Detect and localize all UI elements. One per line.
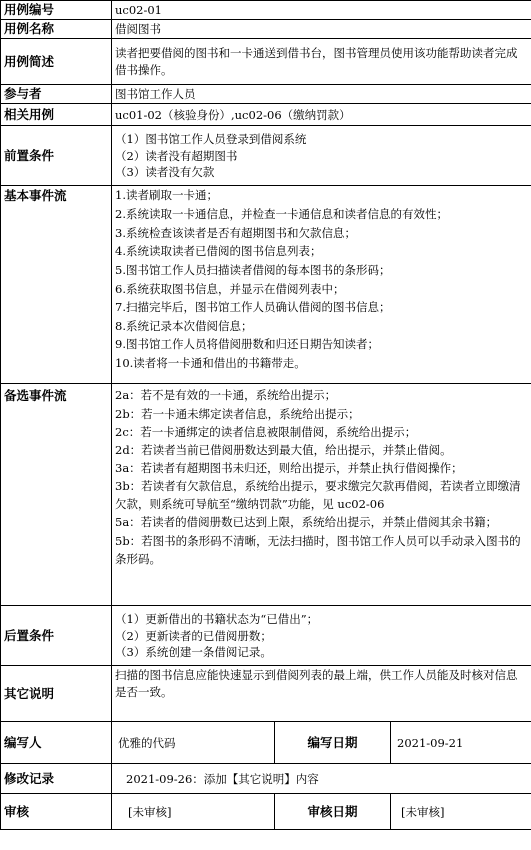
row-related (1, 104, 531, 126)
precondition-item: （3）读者没有欠款 (115, 165, 215, 180)
label-actor: 参与者 (1, 85, 112, 104)
label-preconditions: 前置条件 (1, 126, 112, 186)
row-review (1, 794, 531, 830)
value-use-case-id: uc02-01 (112, 1, 531, 20)
row-postconditions (1, 606, 531, 666)
value-actor: 图书馆工作人员 (112, 85, 531, 104)
basic-flow-step: 10.读者将一卡通和借出的书籍带走。 (115, 356, 306, 370)
alternative-flow-item: 2d：若读者当前已借阅册数达到最大值，给出提示，并禁止借阅。 (115, 442, 452, 457)
basic-flow-step: 2.系统读取一卡通信息，并检查一卡通信息和读者信息的有效性； (115, 207, 448, 221)
value-alternative-flow (112, 384, 531, 606)
postcondition-item: （2）更新读者的已借阅册数； (115, 628, 272, 643)
label-review: 审核 (1, 794, 112, 830)
row-alternative-flow (1, 384, 531, 606)
value-postconditions (112, 606, 531, 666)
alternative-flow-item: 5b：若图书的条形码不清晰，无法扫描时，图书馆工作人员可以手动录入图书的条形码。 (115, 533, 521, 566)
basic-flow-step: 3.系统检查该读者是否有超期图书和欠款信息； (115, 225, 356, 240)
alternative-flow-item: 3a：若读者有超期图书未归还，则给出提示，并禁止执行借阅操作； (115, 461, 463, 475)
value-basic-flow (112, 186, 531, 384)
value-description: 读者把要借阅的图书和一卡通送到借书台，图书管理员使用该功能帮助读者完成借书操作。 (112, 39, 531, 85)
postcondition-item: （3）系统创建一条借阅记录。 (115, 645, 272, 660)
label-related-use-cases: 相关用例 (1, 104, 112, 126)
row-author (1, 722, 531, 764)
basic-flow-step: 6.系统获取图书信息，并显示在借阅列表中； (115, 281, 345, 296)
label-use-case-id: 用例编号 (1, 1, 112, 20)
label-review-date: 审核日期 (275, 794, 391, 830)
value-author: 优雅的代码 (112, 722, 275, 764)
value-review-date: [未审核] (391, 794, 531, 830)
value-date: 2021-09-21 (391, 722, 531, 764)
basic-flow-step: 1.读者刷取一卡通； (115, 188, 218, 203)
alternative-flow-item: 5a：若读者的借阅册数已达到上限，系统给出提示，并禁止借阅其余书籍； (115, 515, 498, 530)
value-revisions: 2021-09-26：添加【其它说明】内容 (112, 764, 531, 794)
row-name (1, 20, 531, 39)
row-other-notes (1, 666, 531, 722)
value-review: [未审核] (112, 794, 275, 830)
row-preconditions (1, 126, 531, 186)
row-description (1, 39, 531, 85)
basic-flow-step: 8.系统记录本次借阅信息； (115, 318, 253, 333)
alternative-flow-item: 2a：若不是有效的一卡通，系统给出提示； (115, 388, 337, 403)
basic-flow-step: 5.图书馆工作人员扫描读者借阅的每本图书的条形码； (115, 262, 391, 277)
precondition-item: （2）读者没有超期图书 (115, 148, 238, 163)
value-preconditions (112, 126, 531, 186)
row-actor (1, 85, 531, 104)
label-author: 编写人 (1, 722, 112, 764)
basic-flow-step: 4.系统读取读者已借阅的图书信息列表； (115, 244, 322, 259)
precondition-item: （1）图书馆工作人员登录到借阅系统 (115, 131, 307, 146)
value-use-case-name: 借阅图书 (112, 20, 531, 39)
label-basic-flow: 基本事件流 (1, 186, 112, 384)
basic-flow-step: 7.扫描完毕后，图书馆工作人员确认借阅的图书信息； (115, 300, 391, 315)
alternative-flow-item: 2c：若一卡通绑定的读者信息被限制借阅，系统给出提示； (115, 424, 417, 439)
basic-flow-step: 9.图书馆工作人员将借阅册数和归还日期告知读者； (115, 337, 379, 352)
label-other-notes: 其它说明 (1, 666, 112, 722)
label-alternative-flow: 备选事件流 (1, 384, 112, 606)
value-other-notes: 扫描的图书信息应能快速显示到借阅列表的最上端，供工作人员能及时核对信息是否一致。 (112, 666, 531, 722)
label-date: 编写日期 (275, 722, 391, 764)
label-revisions: 修改记录 (1, 764, 112, 794)
alternative-flow-item: 2b：若一卡通未绑定读者信息，系统给出提示； (115, 406, 360, 421)
row-id (1, 1, 531, 20)
row-revisions (1, 764, 531, 794)
value-related-use-cases: uc01-02（核验身份）,uc02-06（缴纳罚款） (112, 104, 531, 126)
postcondition-item: （1）更新借出的书籍状态为“已借出”； (115, 611, 319, 626)
alternative-flow-item: 3b：若读者有欠款信息，系统给出提示，要求缴完欠款再借阅，若读者立即缴清欠款，则系统可导航至“缴纳罚款”功能，见 uc02-06 (115, 479, 521, 512)
label-postconditions: 后置条件 (1, 606, 112, 666)
label-description: 用例简述 (1, 39, 112, 85)
row-basic-flow (1, 186, 531, 384)
label-use-case-name: 用例名称 (1, 20, 112, 39)
